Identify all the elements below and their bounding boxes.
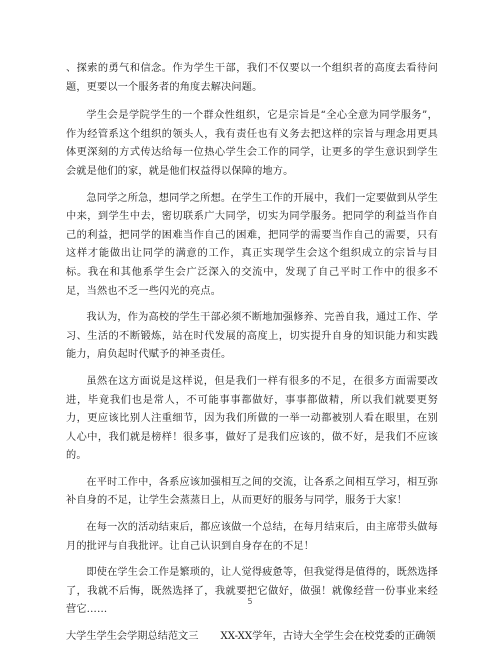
paragraph-4: 我认为，作为高校的学生干部必须不断地加强修养、完善自我，通过工作、学习、生活的不断锻炼，站在时代发展的高度上，切实提升自身的知识能力和实践能力，肩负起时代赋予的神圣责任。 <box>66 312 438 361</box>
paragraph-3: 急同学之所急，想同学之所想。在学生工作的开展中，我们一定要做到从学生中来，到学生中去，密切联系广大同学，切实为同学服务。把同学的利益当作自己的利益，把同学的困难当作自己的困难，把同学的需要当作自己的需要，只有这样才能做出让同学的满意的工作，真正实现学生会这个组织成立的宗旨与目标。我在和其他系学生会广泛深入的交流中，发现了自己平时工作中的很多不足，当然也不乏一些闪光的亮点。 <box>66 192 438 297</box>
page-number: 5 <box>247 597 253 606</box>
document-body <box>66 60 438 647</box>
paragraph-2: 学生会是学院学生的一个群众性组织，它是宗旨是“全心全意为同学服务”，作为经管系这个组织的领头人，我有责任也有义务去把这样的宗旨与理念用更具体更深刻的方式传达给每一位热心学生会工作的同学，让更多的学生意识到学生会就是他们的家，就是他们权益得以保障的地方。 <box>66 110 438 177</box>
paragraph-8: 即使在学生会工作是繁琐的，让人觉得疲惫等，但我觉得是值得的，既然选择了，我就不后悔，既然选择了，我就要把它做好，做强！就像经营一份事业来经营它…… <box>66 567 438 616</box>
paragraph-7: 在每一次的活动结束后，都应该做一个总结，在每月结束后，由主席带头做每月的批评与自我批评。让自己认识到自身存在的不足！ <box>66 522 438 552</box>
paragraph-1: 、探索的勇气和信念。作为学生干部，我们不仅要以一个组织者的高度去看待问题，更要以一个服务者的角度去解决问题。 <box>66 63 438 93</box>
next-section-line <box>66 628 438 647</box>
section-title: 大学生学生会学期总结范文三 <box>66 631 199 643</box>
section-lead-text: XX-XX学年，古诗大全学生会在校党委的正确领 <box>220 631 436 643</box>
paragraph-6: 在平时工作中，各系应该加强相互之间的交流，让各系之间相互学习，相互弥补自身的不足，让学生会蒸蒸日上，从而更好的服务与同学，服务于大家！ <box>66 476 438 507</box>
paragraph-5: 虽然在这方面说是这样说，但是我们一样有很多的不足，在很多方面需要改进，毕竟我们也是常人，不可能事事都做好，事事都做精，所以我们就要更努力，更应该比别人注重细节，因为我们所做的一举一动都被别人看在眼里，在别人心中，我们就是榜样！很多事，做好了是我们应该的，做不好，是我们不应该的。 <box>66 375 438 462</box>
